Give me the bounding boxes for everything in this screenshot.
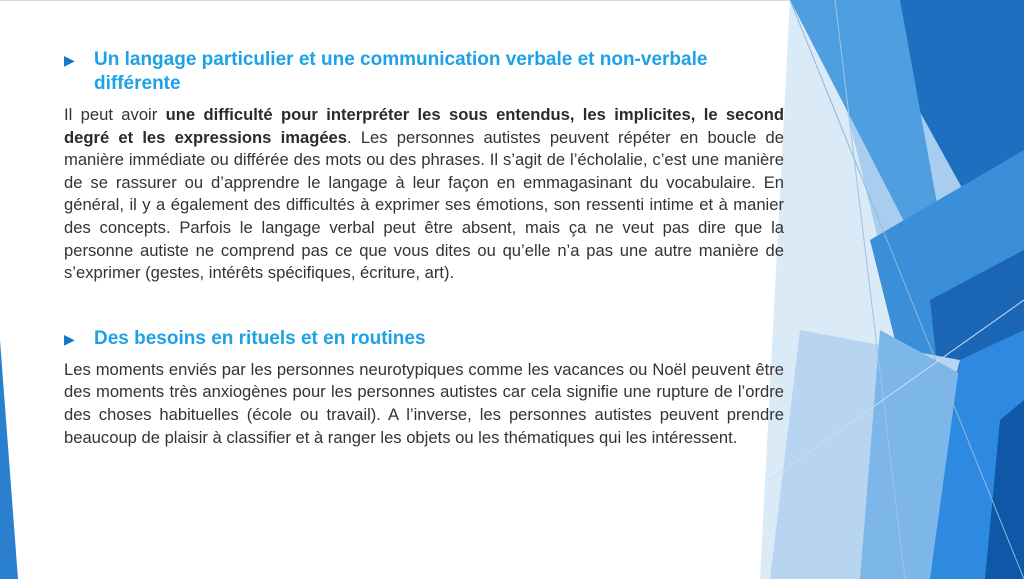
section2-heading-text: Des besoins en rituels et en routines (94, 327, 426, 349)
section1-paragraph (64, 104, 784, 285)
section1-rest: . Les personnes autistes peuvent répéter en boucle de manière immédiate ou différée des mots ou des phrases. Il s’agit de l’écholalie, c’est une manière de se rassurer ou d’apprendre le langage à leur façon en emmagasinant du vocabulaire. En général, il y a également des difficultés à exprimer ses émotions, son ressenti intime et à manier des concepts. Parfois le langage verbal peut être absent, mais ça ne veut pas dire que la personne autiste ne comprend pas ce que vous dites ou qu’elle n’a pas une autre manière de s’exprimer (gestes, intérêts spécifiques, écriture, art). (64, 127, 785, 283)
section2-paragraph: Les moments enviés par les personnes neurotypiques comme les vacances ou Noël peuvent être des moments très anxiogènes pour les personnes autistes car cela signifie une rupture de l’ordre des choses habituelles (école ou travail). A l’inverse, les personnes autistes peuvent prendre beaucoup de plaisir à classifier et à ranger les objets ou les thématiques qui les intéressent. (64, 359, 784, 447)
section1-bold-text: une difficulté pour interpréter les sous entendus, les implicites, le second degré et les expressions imagées (64, 105, 785, 147)
section1-heading-text: Un langage particulier et une communication verbale et non-verbale différente (94, 49, 708, 94)
section1-heading (64, 48, 784, 96)
triangle-right-icon: ▶ (64, 52, 75, 68)
section2-heading (64, 327, 784, 351)
slide-content (64, 48, 784, 449)
triangle-right-icon: ▶ (64, 330, 75, 347)
section1-intro: Il peut avoir (64, 105, 166, 124)
left-edge-shape (0, 340, 18, 579)
